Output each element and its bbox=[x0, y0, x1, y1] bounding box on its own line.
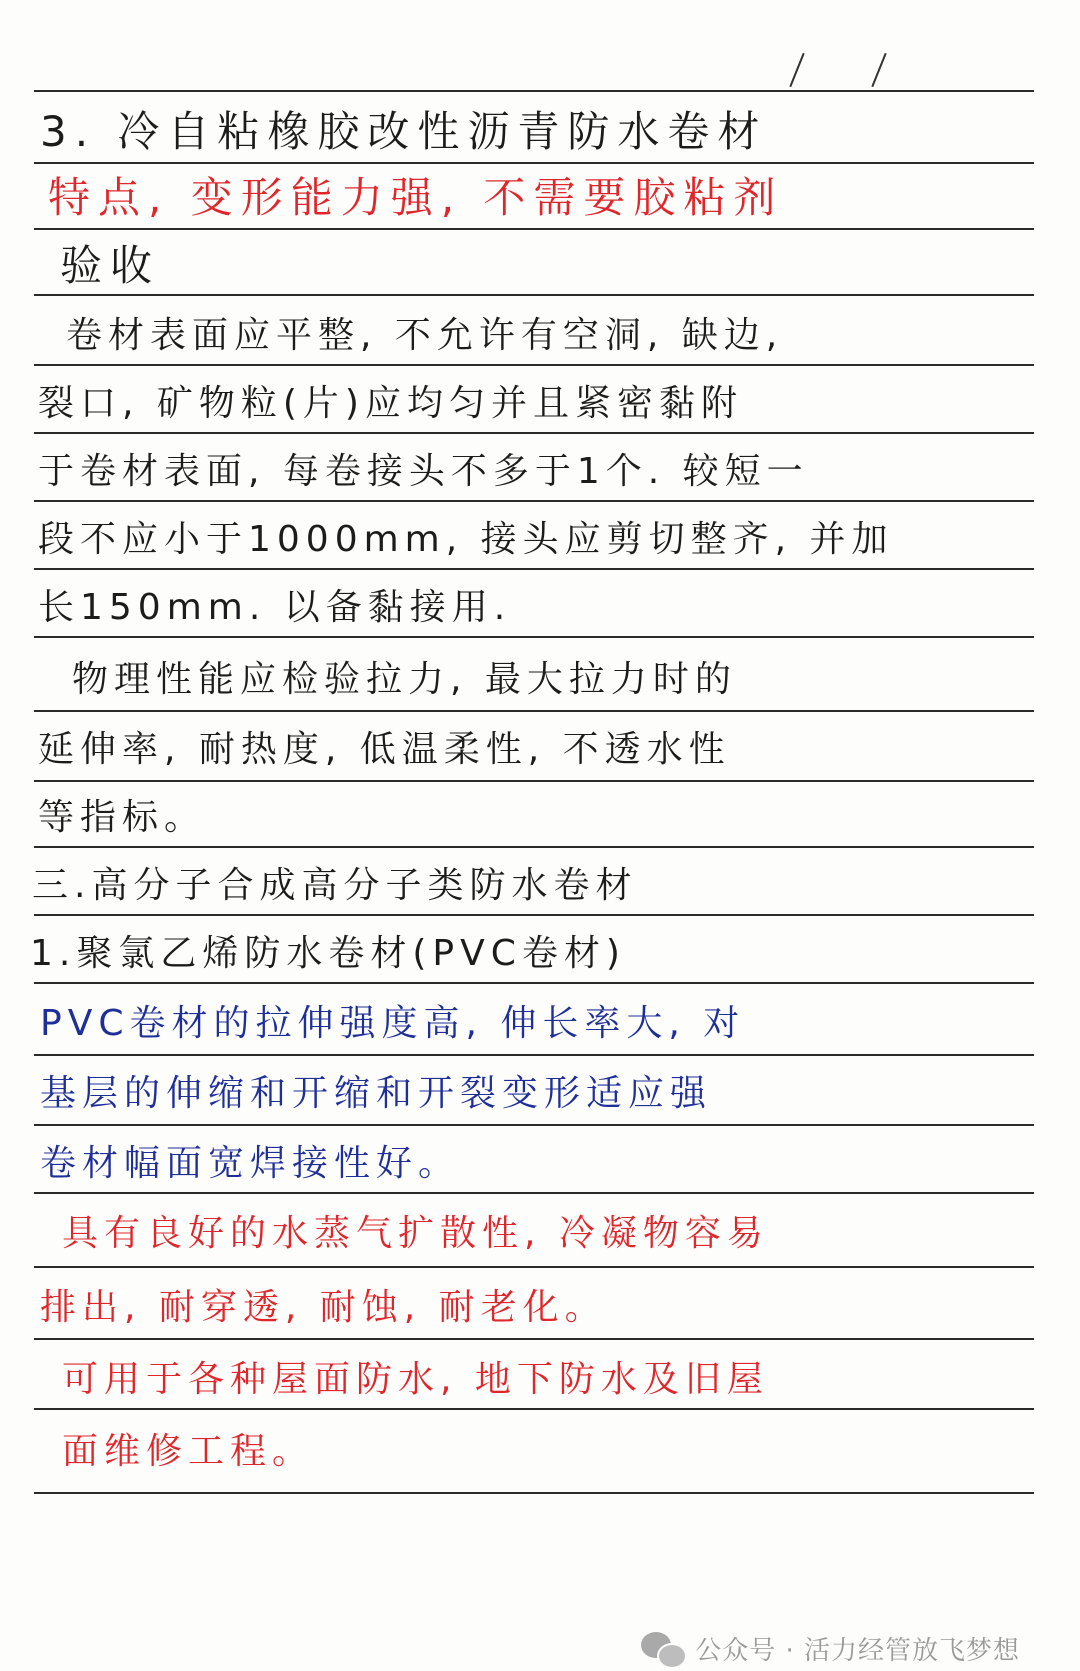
ruled-line bbox=[34, 1408, 1034, 1410]
heading-line: 1.聚氯乙烯防水卷材(PVC卷材) bbox=[30, 933, 626, 974]
note-line: 特点, 变形能力强, 不需要胶粘剂 bbox=[48, 173, 784, 222]
ruled-line bbox=[34, 364, 1034, 366]
ruled-line bbox=[34, 846, 1034, 848]
margin-mark bbox=[871, 53, 886, 87]
ruled-line bbox=[34, 432, 1034, 434]
ruled-line bbox=[34, 1054, 1034, 1056]
text-line: PVC卷材的拉伸强度高, 伸长率大, 对 bbox=[40, 1003, 746, 1044]
text-line: 可用于各种屋面防水, 地下防水及旧屋 bbox=[62, 1359, 769, 1400]
ruled-line bbox=[34, 90, 1034, 92]
ruled-line bbox=[34, 228, 1034, 230]
text-line: 长150mm. 以备黏接用. bbox=[38, 587, 512, 628]
ruled-line bbox=[34, 710, 1034, 712]
ruled-line bbox=[34, 1492, 1034, 1494]
ruled-line bbox=[34, 982, 1034, 984]
ruled-line bbox=[34, 1338, 1034, 1340]
text-line: 卷材幅面宽焊接性好。 bbox=[40, 1143, 461, 1184]
ruled-line bbox=[34, 568, 1034, 570]
heading-line: 3. 冷自粘橡胶改性沥青防水卷材 bbox=[40, 107, 768, 156]
ruled-line bbox=[34, 780, 1034, 782]
wechat-icon bbox=[641, 1632, 685, 1666]
ruled-line bbox=[34, 500, 1034, 502]
text-line: 等指标。 bbox=[38, 797, 207, 838]
text-line: 裂口, 矿物粒(片)应均匀并且紧密黏附 bbox=[38, 383, 743, 424]
text-line: 延伸率, 耐热度, 低温柔性, 不透水性 bbox=[38, 729, 731, 770]
watermark-text: 公众号 · 活力经管放飞梦想 bbox=[695, 1636, 1020, 1666]
text-line: 卷材表面应平整, 不允许有空洞, 缺边, bbox=[66, 315, 784, 356]
watermark bbox=[641, 1630, 1020, 1667]
text-line: 排出, 耐穿透, 耐蚀, 耐老化。 bbox=[40, 1287, 607, 1328]
ruled-line bbox=[34, 1266, 1034, 1268]
text-line: 段不应小于1000mm, 接头应剪切整齐, 并加 bbox=[38, 519, 894, 560]
text-line: 面维修工程。 bbox=[62, 1431, 315, 1472]
text-line: 物理性能应检验拉力, 最大拉力时的 bbox=[72, 659, 737, 700]
ruled-line bbox=[34, 1124, 1034, 1126]
ruled-line bbox=[34, 636, 1034, 638]
ruled-line bbox=[34, 914, 1034, 916]
ruled-line bbox=[34, 1192, 1034, 1194]
text-line: 具有良好的水蒸气扩散性, 冷凝物容易 bbox=[62, 1213, 769, 1254]
text-line: 基层的伸缩和开缩和开裂变形适应强 bbox=[40, 1073, 713, 1114]
ruled-line bbox=[34, 162, 1034, 164]
text-line: 于卷材表面, 每卷接头不多于1个. 较短一 bbox=[38, 451, 809, 492]
heading-line: 三.高分子合成高分子类防水卷材 bbox=[32, 865, 638, 906]
subheading-line: 验收 bbox=[60, 241, 161, 290]
margin-mark bbox=[789, 53, 804, 87]
ruled-line bbox=[34, 294, 1034, 296]
